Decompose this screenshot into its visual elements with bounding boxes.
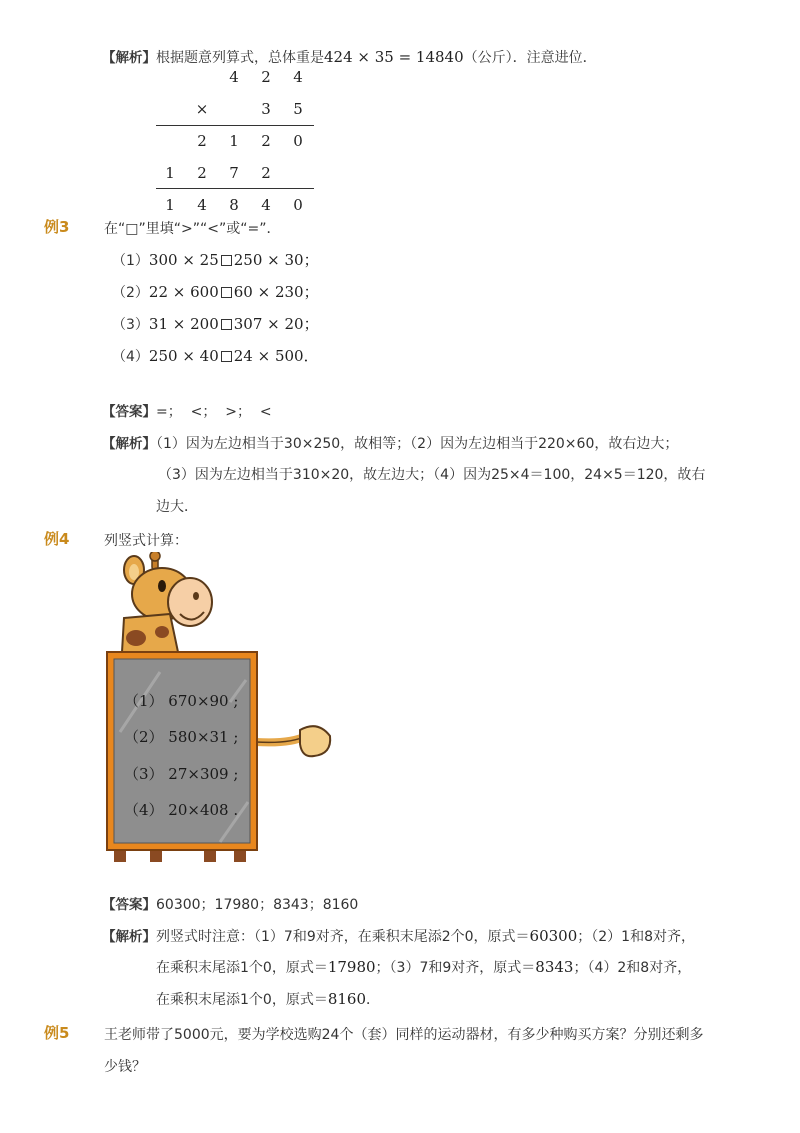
ex3-analysis bbox=[102, 432, 678, 453]
digit: 2 bbox=[261, 164, 271, 182]
analysis-unit: （公斤）．注意进位． bbox=[463, 50, 597, 66]
item-number: （3） bbox=[112, 317, 149, 333]
digit: 0 bbox=[293, 196, 303, 214]
analysis-text: ；（4）2和8对齐， bbox=[573, 960, 692, 976]
digit: 1 bbox=[165, 196, 175, 214]
board-item-4: （4） 20×408 . bbox=[124, 801, 239, 819]
analysis-tag: 【解析】 bbox=[102, 929, 156, 945]
ex3-answer bbox=[102, 400, 272, 421]
digit: 1 bbox=[165, 164, 175, 182]
example-5-line-2: 少钱？ bbox=[104, 1059, 146, 1075]
digit: 5 bbox=[293, 100, 303, 118]
analysis-line-2: （3）因为左边相当于310×20，故左边大；（4）因为25×4＝100，24×5＝120，故右 bbox=[158, 467, 706, 483]
ex4-analysis-line-3 bbox=[156, 989, 380, 1009]
ex3-item-3 bbox=[112, 313, 319, 334]
analysis-value: 8343 bbox=[535, 958, 574, 976]
blank-box bbox=[221, 319, 232, 330]
analysis-line-3: 边大． bbox=[156, 499, 198, 515]
ex4-analysis-line-2 bbox=[156, 957, 691, 977]
ex4-answer bbox=[102, 893, 358, 914]
digit: 7 bbox=[229, 164, 239, 182]
digit: 1 bbox=[229, 132, 239, 150]
digit: 4 bbox=[229, 68, 239, 86]
ex3-item-2 bbox=[112, 281, 319, 302]
analysis-tag: 【解析】 bbox=[102, 436, 156, 452]
analysis-value: 8160 bbox=[327, 990, 367, 1008]
board-item-1: （1） 670×90 ; bbox=[124, 692, 239, 710]
analysis-math: 424 × 35 = 14840 bbox=[324, 48, 464, 66]
times-sign: × bbox=[195, 100, 209, 118]
ex4-analysis-line-1 bbox=[102, 925, 695, 946]
digit: 4 bbox=[197, 196, 207, 214]
answer-tag: 【答案】 bbox=[102, 404, 156, 420]
item-number: （1） bbox=[112, 253, 149, 269]
digit: 2 bbox=[197, 164, 207, 182]
ex3-item-1 bbox=[112, 249, 319, 270]
example-3-prompt: 在“□”里填“>”“<”或“=”． bbox=[104, 221, 281, 237]
analysis-line-1: （1）因为左边相当于30×250，故相等；（2）因为左边相当于220×60，故右边大； bbox=[156, 436, 679, 452]
giraffe-board-illustration bbox=[100, 552, 340, 868]
digit: 4 bbox=[261, 196, 271, 214]
analysis-text: 在乘积末尾添1个0，原式＝ bbox=[156, 960, 328, 976]
analysis-text: ． bbox=[366, 992, 381, 1008]
example-5-line-1: 王老师带了5000元，要为学校选购24个（套）同样的运动器材，有多少种购买方案？分别还剩多 bbox=[104, 1027, 704, 1043]
ex3-item-4 bbox=[112, 345, 319, 366]
item-right: 250 × 30； bbox=[233, 251, 319, 269]
answer-text: =； <； >； < bbox=[156, 404, 272, 420]
analysis-text: ；（2）1和8对齐， bbox=[577, 929, 695, 945]
answer-text: 60300；17980；8343；8160 bbox=[156, 897, 359, 913]
analysis-text: 列竖式时注意：（1）7和9对齐，在乘积末尾添2个0，原式＝ bbox=[156, 929, 530, 945]
item-left: 22 × 600 bbox=[148, 283, 219, 301]
answer-tag: 【答案】 bbox=[102, 897, 156, 913]
blank-box bbox=[221, 255, 232, 266]
digit: 2 bbox=[261, 68, 271, 86]
item-number: （2） bbox=[112, 285, 149, 301]
blank-box bbox=[221, 287, 232, 298]
analysis-text: 在乘积末尾添1个0，原式＝ bbox=[156, 992, 328, 1008]
digit: 2 bbox=[197, 132, 207, 150]
blank-box bbox=[221, 351, 232, 362]
item-right: 60 × 230； bbox=[233, 283, 319, 301]
example-4-prompt: 列竖式计算： bbox=[104, 533, 188, 549]
analysis-line bbox=[102, 46, 597, 67]
analysis-text: 根据题意列算式，总体重是 bbox=[156, 50, 324, 66]
item-right: 24 × 500． bbox=[233, 347, 319, 365]
digit: 8 bbox=[229, 196, 239, 214]
digit: 0 bbox=[293, 132, 303, 150]
digit: 4 bbox=[293, 68, 303, 86]
item-left: 300 × 25 bbox=[148, 251, 219, 269]
item-left: 250 × 40 bbox=[148, 347, 219, 365]
item-right: 307 × 20； bbox=[233, 315, 319, 333]
example-4-label: 例4 bbox=[44, 530, 70, 548]
board-item-2: （2） 580×31 ; bbox=[124, 728, 239, 746]
analysis-value: 60300 bbox=[529, 927, 578, 945]
example-5-label: 例5 bbox=[44, 1024, 70, 1042]
item-number: （4） bbox=[112, 349, 149, 365]
divider-line bbox=[156, 125, 314, 126]
analysis-value: 17980 bbox=[327, 958, 376, 976]
digit: 3 bbox=[261, 100, 271, 118]
example-3-label: 例3 bbox=[44, 218, 70, 236]
analysis-tag: 【解析】 bbox=[102, 50, 156, 66]
digit: 2 bbox=[261, 132, 271, 150]
divider-line bbox=[156, 188, 314, 189]
analysis-text: ；（3）7和9对齐，原式＝ bbox=[375, 960, 536, 976]
item-left: 31 × 200 bbox=[148, 315, 219, 333]
board-item-3: （3） 27×309 ; bbox=[124, 765, 239, 783]
